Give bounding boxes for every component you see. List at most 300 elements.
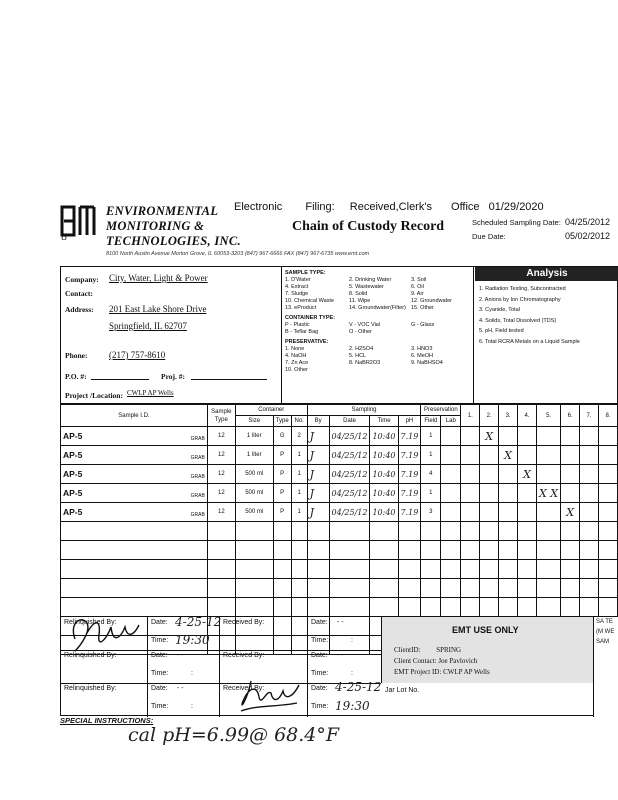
time-label-1: Time: <box>151 637 169 644</box>
table-cell <box>518 503 537 522</box>
grab-label: GRAB <box>190 473 205 480</box>
custody-footer <box>60 616 618 716</box>
table-cell <box>291 598 307 617</box>
cell-ph: 7.19 <box>398 484 421 503</box>
cell-ph: 7.19 <box>398 427 421 446</box>
table-cell <box>499 427 518 446</box>
sampler-initials: J <box>309 467 315 481</box>
emt-use-only-panel <box>381 617 618 683</box>
table-cell <box>518 522 537 541</box>
date-blank-2: - - <box>177 652 184 659</box>
table-cell <box>235 560 273 579</box>
analysis-mark: X <box>561 503 580 522</box>
grab-label: GRAB <box>190 511 205 518</box>
analysis-item: 1. Radiation Testing, Subcontracted <box>479 286 566 292</box>
table-cell <box>580 465 599 484</box>
cell-field: 1 <box>421 446 441 465</box>
analysis-item: 4. Solids, Total Dissolved (TDS) <box>479 317 557 324</box>
table-cell <box>561 560 580 579</box>
special-instructions-label: SPECIAL INSTRUCTIONS: <box>60 716 154 725</box>
table-row <box>61 541 618 560</box>
sample-type-item: 10. Chemical Waste <box>285 298 335 304</box>
date-label-6: Date: <box>311 685 328 692</box>
sample-type-item: 12. Groundwater <box>411 298 452 304</box>
table-cell <box>307 579 329 598</box>
table-cell <box>398 598 421 617</box>
cell-size: 1 liter <box>235 427 273 446</box>
table-cell <box>307 522 329 541</box>
sample-id: AP-5 <box>63 449 83 460</box>
cell-time: 10:40 <box>370 484 398 503</box>
cell-field: 1 <box>421 427 441 446</box>
received-by-label-2: Received By: <box>223 652 265 659</box>
table-cell <box>61 484 208 503</box>
table-cell <box>480 484 499 503</box>
col-ph: pH <box>398 416 421 427</box>
col-preservation: Preservation <box>421 405 461 416</box>
phone-value: (217) 757-8610 <box>109 350 166 360</box>
cell-ctype: P <box>273 446 291 465</box>
client-contact-value: Joe Pavlovich <box>438 657 478 665</box>
schedule-labels <box>472 216 561 244</box>
po-field-line <box>91 379 149 380</box>
company-value: City, Water, Light & Power <box>109 273 208 283</box>
sample-type-item: 11. Wipe <box>349 298 371 304</box>
table-cell <box>307 598 329 617</box>
analysis-item: 6. Total RCRA Metals on a Liquid Sample <box>479 338 580 345</box>
table-cell <box>370 598 398 617</box>
col-sampling: Sampling <box>307 405 421 416</box>
table-cell <box>598 598 617 617</box>
sampler-initials: J <box>309 505 315 519</box>
table-cell <box>273 579 291 598</box>
sample-type-item: 9. Air <box>411 291 424 297</box>
time-label-3: Time: <box>151 670 169 677</box>
due-date-label: Due Date: <box>472 232 506 241</box>
divider <box>307 617 308 717</box>
emt-side-strip: SA TE (M WE SAM <box>593 617 618 717</box>
scheduled-sampling-label: Scheduled Sampling Date: <box>472 218 561 227</box>
time-label-2: Time: <box>311 637 329 644</box>
preservative-item: 2. H2SO4 <box>349 346 374 352</box>
cell-field: 4 <box>421 465 441 484</box>
table-cell <box>235 579 273 598</box>
table-cell <box>61 541 208 560</box>
table-cell <box>598 484 617 503</box>
table-cell <box>561 541 580 560</box>
table-cell <box>441 503 461 522</box>
table-cell <box>461 427 480 446</box>
table-cell <box>518 427 537 446</box>
table-cell <box>580 503 599 522</box>
date-label-4: Date: <box>311 652 328 659</box>
col-analysis: 2. <box>480 405 499 427</box>
table-cell <box>441 465 461 484</box>
sample-id: AP-5 <box>63 430 83 441</box>
cell-size: 500 ml <box>235 465 273 484</box>
table-cell <box>580 579 599 598</box>
table-cell <box>518 598 537 617</box>
emt-project-value: CWLP AP Wells <box>443 668 490 676</box>
table-cell <box>598 560 617 579</box>
table-cell <box>329 598 370 617</box>
form-title: Chain of Custody Record <box>292 219 445 234</box>
container-type-item: V - VOC Vial <box>349 322 381 328</box>
cell-no: 1 <box>291 465 307 484</box>
table-cell <box>291 522 307 541</box>
table-cell <box>598 579 617 598</box>
phone-label: Phone: <box>65 351 88 360</box>
cell-size: 500 ml <box>235 484 273 503</box>
preservative-grid <box>285 346 469 374</box>
table-cell <box>398 541 421 560</box>
cell-no: 1 <box>291 484 307 503</box>
table-cell <box>398 579 421 598</box>
date-label-3: Date: <box>151 652 168 659</box>
table-cell <box>598 465 617 484</box>
sample-id: AP-5 <box>63 487 83 498</box>
table-cell <box>480 541 499 560</box>
client-contact-label: Client Contact: <box>394 657 437 665</box>
table-cell <box>499 465 518 484</box>
table-cell <box>329 541 370 560</box>
table-cell <box>499 541 518 560</box>
table-cell <box>536 579 560 598</box>
cell-time: 10:40 <box>370 446 398 465</box>
project-location-value: CWLP AP Wells <box>127 389 174 397</box>
analysis-header: Analysis <box>475 267 618 281</box>
table-cell <box>480 560 499 579</box>
time-label-5: Time: <box>151 703 169 710</box>
time-blank-2: : <box>191 670 193 677</box>
po-label: P.O. #: <box>65 372 87 381</box>
analysis-item: 5. pH, Field tested <box>479 328 524 334</box>
table-cell <box>480 522 499 541</box>
table-cell <box>536 465 560 484</box>
stamp-received: Received,Clerk's <box>349 201 432 213</box>
preservative-item: 3. HNO3 <box>411 346 433 352</box>
stamp-office: Office <box>451 201 480 213</box>
relinquished-by-label-1: Relinquished By: <box>64 619 117 626</box>
table-cell <box>580 598 599 617</box>
table-cell <box>461 465 480 484</box>
table-cell <box>329 579 370 598</box>
table-header-row <box>61 405 618 416</box>
table-cell <box>441 446 461 465</box>
sample-id: AP-5 <box>63 468 83 479</box>
table-cell <box>273 541 291 560</box>
table-cell <box>235 598 273 617</box>
address-line1: 201 East Lake Shore Drive <box>109 304 207 314</box>
received-date-3: 4-25-12 <box>335 680 382 694</box>
table-cell <box>307 484 329 503</box>
table-cell <box>580 427 599 446</box>
col-container: Container <box>235 405 307 416</box>
date-label-1: Date: <box>151 619 168 626</box>
table-row <box>61 579 618 598</box>
table-row <box>61 503 618 522</box>
col-analysis: 7. <box>580 405 599 427</box>
time-label-4: Time: <box>311 670 329 677</box>
col-analysis: 1. <box>461 405 480 427</box>
table-cell <box>518 541 537 560</box>
table-cell <box>370 541 398 560</box>
preservative-item: 6. MeOH <box>411 353 434 359</box>
col-analysis: 3. <box>499 405 518 427</box>
table-cell <box>291 579 307 598</box>
relinquished-time-1: 19:30 <box>175 633 210 647</box>
col-no: No. <box>291 416 307 427</box>
client-info-section <box>60 266 618 404</box>
table-cell <box>307 560 329 579</box>
table-cell <box>561 598 580 617</box>
emt-logo-icon <box>60 204 102 240</box>
col-type: Type <box>273 416 291 427</box>
cell-stype: 12 <box>207 427 235 446</box>
sampler-initials: J <box>309 429 315 443</box>
sample-type-item: 3. Soil <box>411 277 427 283</box>
schedule-values <box>565 215 610 243</box>
sampler-initials: J <box>309 486 315 500</box>
table-cell <box>461 560 480 579</box>
table-cell <box>480 579 499 598</box>
cell-stype: 12 <box>207 503 235 522</box>
table-cell <box>480 503 499 522</box>
table-cell <box>398 522 421 541</box>
table-cell <box>561 484 580 503</box>
client-id-label: ClientID: <box>394 646 421 654</box>
cell-stype: 12 <box>207 484 235 503</box>
table-cell <box>518 484 537 503</box>
filing-stamp <box>234 201 544 213</box>
table-cell <box>421 522 441 541</box>
sample-type-item: 6. Oil <box>411 284 424 290</box>
analysis-mark: X <box>480 427 499 446</box>
table-cell <box>307 427 329 446</box>
divider <box>61 683 381 684</box>
proj-field-line <box>191 379 267 380</box>
table-row <box>61 522 618 541</box>
cell-no: 1 <box>291 503 307 522</box>
table-cell <box>461 446 480 465</box>
received-by-label-3: Received By: <box>223 685 265 692</box>
table-cell <box>536 446 560 465</box>
container-type-item: B - Teflar Bag <box>285 329 319 335</box>
table-cell <box>441 598 461 617</box>
preservative-item: 4. NaOH <box>285 353 307 359</box>
divider <box>281 267 282 405</box>
table-cell <box>461 541 480 560</box>
emt-project-label: EMT Project ID: <box>394 668 442 676</box>
stamp-filing: Filing: <box>305 201 335 213</box>
sample-type-legend <box>285 270 469 374</box>
table-cell <box>329 560 370 579</box>
table-cell <box>499 503 518 522</box>
table-cell <box>273 522 291 541</box>
analysis-item: 3. Cyanide, Total <box>479 307 520 313</box>
company-name <box>106 204 241 249</box>
cell-date: 04/25/12 <box>329 503 370 522</box>
project-location-label: Project /Location: <box>65 391 123 400</box>
cell-size: 500 ml <box>235 503 273 522</box>
table-cell <box>598 541 617 560</box>
table-cell <box>536 503 560 522</box>
table-cell <box>561 465 580 484</box>
cell-size: 1 liter <box>235 446 273 465</box>
sample-type-item: 15. Other <box>411 305 434 311</box>
table-cell <box>207 579 235 598</box>
sample-type-item: 4. Extract <box>285 284 309 290</box>
cell-stype: 12 <box>207 446 235 465</box>
time-blank-1: : <box>351 637 353 644</box>
company-address: 8100 North Austin Avenue Morton Grove, IL 60053-3203 (847) 967-6666 FAX (847) 967-6735 www.emt.com <box>106 251 370 257</box>
cell-no: 2 <box>291 427 307 446</box>
relinquished-by-label-2: Relinquished By: <box>64 652 117 659</box>
analysis-mark: X X <box>536 484 560 503</box>
table-cell <box>536 598 560 617</box>
table-cell <box>518 579 537 598</box>
table-cell <box>598 427 617 446</box>
cell-ph: 7.19 <box>398 503 421 522</box>
table-cell <box>536 522 560 541</box>
col-sample-type: Sample Type <box>207 405 235 427</box>
time-label-6: Time: <box>311 703 329 710</box>
cell-time: 10:40 <box>370 503 398 522</box>
grab-label: GRAB <box>190 454 205 461</box>
relinquished-by-label-3: Relinquished By: <box>64 685 117 692</box>
table-cell <box>580 522 599 541</box>
table-cell <box>207 541 235 560</box>
table-cell <box>307 503 329 522</box>
due-date-value: 05/02/2012 <box>565 231 611 241</box>
table-row <box>61 560 618 579</box>
table-cell <box>207 598 235 617</box>
table-cell <box>441 541 461 560</box>
container-type-item: P - Plastic <box>285 322 310 328</box>
cell-date: 04/25/12 <box>329 427 370 446</box>
address-label: Address: <box>65 305 94 314</box>
stamp-electronic: Electronic <box>234 201 283 213</box>
table-cell <box>480 465 499 484</box>
analysis-mark: X <box>499 446 518 465</box>
table-cell <box>307 541 329 560</box>
cell-ctype: P <box>273 465 291 484</box>
cell-field: 3 <box>421 503 441 522</box>
table-row <box>61 427 618 446</box>
special-instructions-handwritten: cal pH=6.99@ 68.4°F <box>128 724 340 746</box>
table-cell <box>598 522 617 541</box>
sampler-initials: J <box>309 448 315 462</box>
table-cell <box>480 446 499 465</box>
table-cell <box>536 541 560 560</box>
grab-label: GRAB <box>190 492 205 499</box>
table-cell <box>370 560 398 579</box>
col-lab: Lab <box>441 416 461 427</box>
table-cell <box>421 541 441 560</box>
sample-type-header: SAMPLE TYPE: <box>285 270 326 276</box>
table-cell <box>461 522 480 541</box>
table-cell <box>518 560 537 579</box>
container-type-grid <box>285 322 469 336</box>
table-cell <box>235 541 273 560</box>
sample-type-item: 7. Sludge <box>285 291 309 297</box>
date-blank-3: - - <box>337 652 344 659</box>
table-cell <box>421 579 441 598</box>
col-analysis: 5. <box>536 405 560 427</box>
table-cell <box>461 503 480 522</box>
table-cell <box>461 598 480 617</box>
address-line2: Springfield, IL 62707 <box>109 321 187 331</box>
time-blank-3: : <box>351 670 353 677</box>
sample-type-grid <box>285 277 469 312</box>
date-label-5: Date: <box>151 685 168 692</box>
table-cell <box>61 465 208 484</box>
col-by: By <box>307 416 329 427</box>
table-cell <box>441 560 461 579</box>
cell-ph: 7.19 <box>398 446 421 465</box>
cell-ph: 7.19 <box>398 465 421 484</box>
table-cell <box>421 598 441 617</box>
preservative-item: 10. Other <box>285 367 308 373</box>
table-cell <box>235 522 273 541</box>
preservative-item: 7. Zn Ace <box>285 360 309 366</box>
col-analysis: 8. <box>598 405 617 427</box>
analysis-item: 2. Anions by Ion Chromatography <box>479 296 561 303</box>
received-time-3: 19:30 <box>335 699 370 713</box>
container-type-item: G - Glass <box>411 322 435 328</box>
divider <box>147 617 148 717</box>
table-row <box>61 484 618 503</box>
analysis-mark: X <box>518 465 537 484</box>
table-cell <box>499 560 518 579</box>
table-cell <box>398 560 421 579</box>
table-cell <box>561 579 580 598</box>
table-cell <box>61 522 208 541</box>
preservative-header: PRESERVATIVE: <box>285 339 329 345</box>
table-cell <box>536 427 560 446</box>
company-name-line2: MONITORING & <box>106 219 205 233</box>
table-cell <box>441 427 461 446</box>
preservative-item: 5. HCL <box>349 353 367 359</box>
cell-field: 1 <box>421 484 441 503</box>
table-cell <box>461 579 480 598</box>
col-date: Date <box>329 416 370 427</box>
table-cell <box>518 446 537 465</box>
cell-date: 04/25/12 <box>329 484 370 503</box>
sample-id: AP-5 <box>63 506 83 517</box>
table-cell <box>61 560 208 579</box>
table-cell <box>499 598 518 617</box>
sample-type-item: 5. Wastewater <box>349 284 384 290</box>
col-time: Time <box>370 416 398 427</box>
cell-ctype: P <box>273 503 291 522</box>
table-cell <box>580 541 599 560</box>
cell-stype: 12 <box>207 465 235 484</box>
container-type-header: CONTAINER TYPE: <box>285 315 336 321</box>
table-cell <box>61 579 208 598</box>
table-cell <box>307 465 329 484</box>
preservative-item: 9. NaBHSO4 <box>411 360 443 366</box>
table-cell <box>580 484 599 503</box>
table-cell <box>561 522 580 541</box>
table-cell <box>580 560 599 579</box>
sample-type-item: 8. Solid <box>349 291 368 297</box>
cell-ctype: P <box>273 484 291 503</box>
cell-date: 04/25/12 <box>329 465 370 484</box>
emt-logo <box>60 204 102 240</box>
table-cell <box>291 541 307 560</box>
sample-type-item: 14. Groundwater(Filter) <box>349 305 406 311</box>
